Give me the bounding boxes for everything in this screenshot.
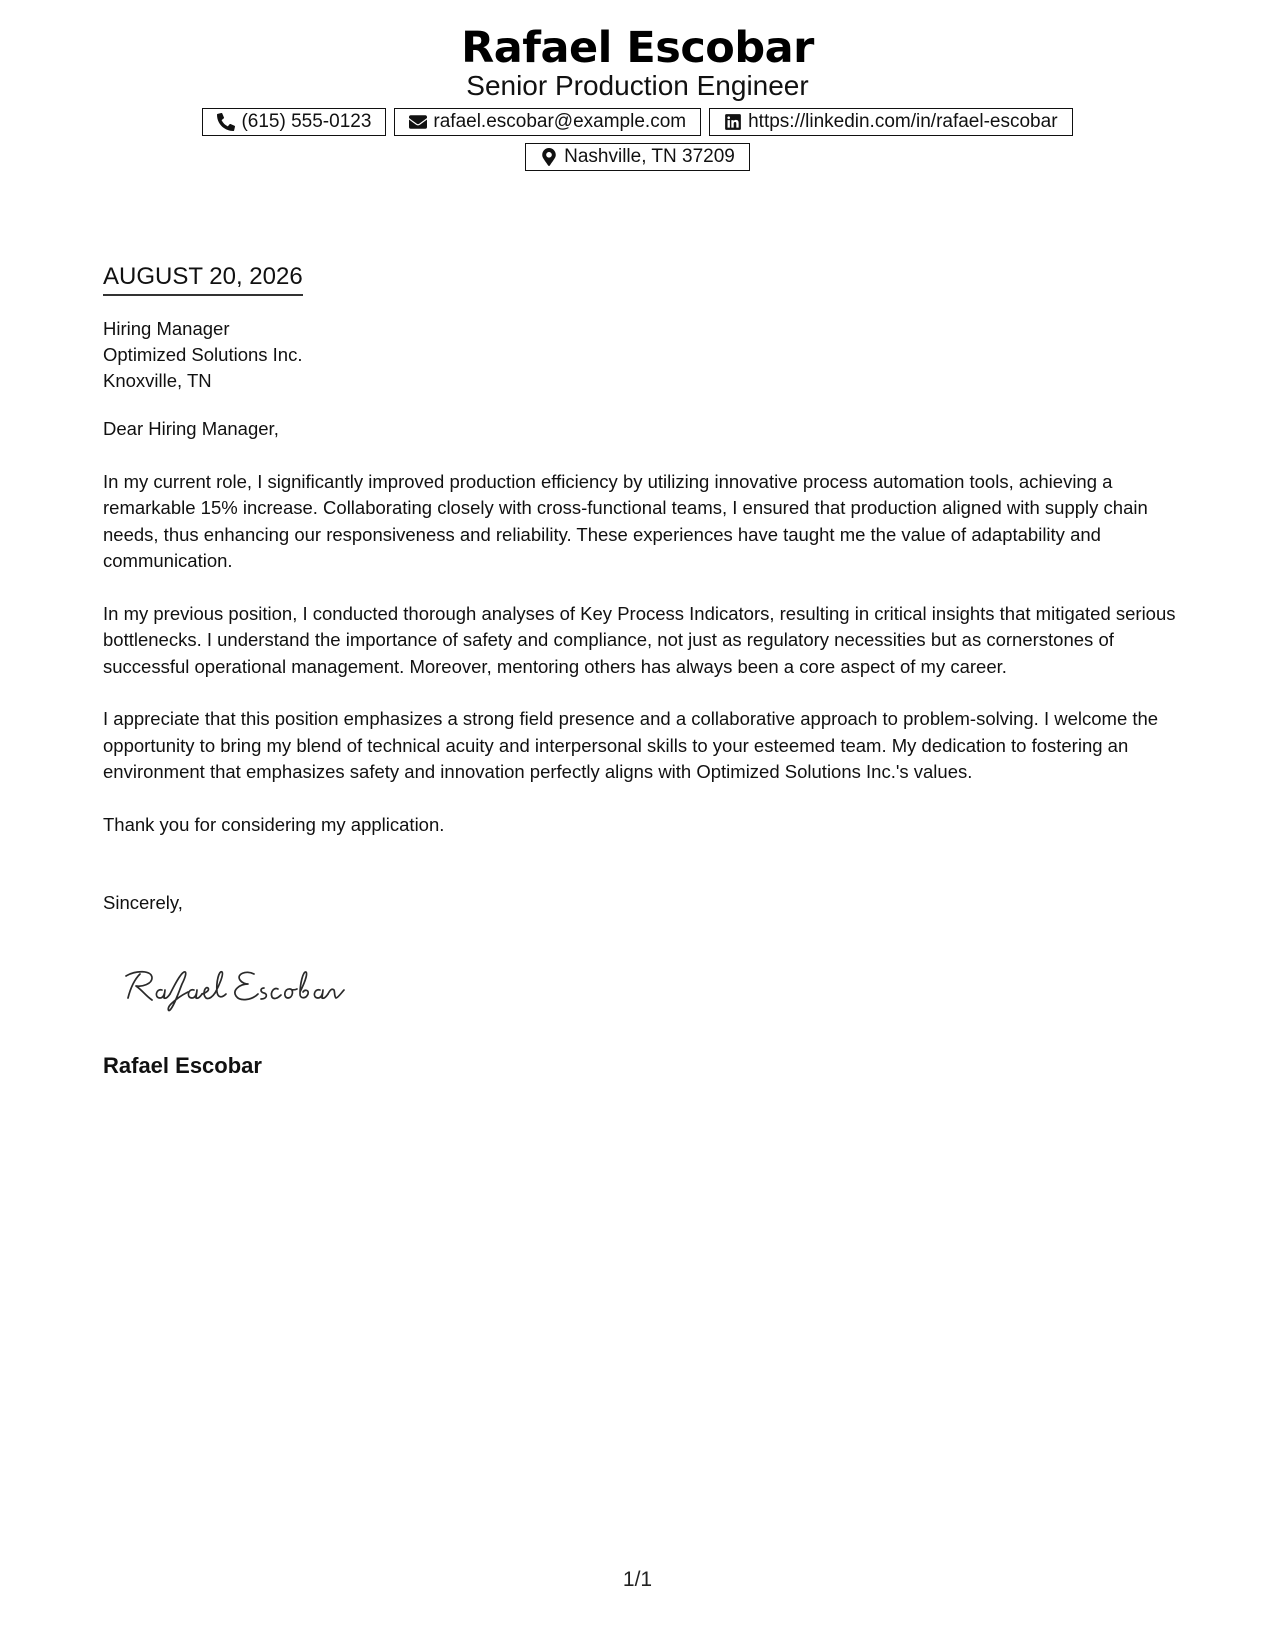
phone-chip (202, 108, 386, 136)
map-marker-icon (540, 148, 558, 166)
location-text: Nashville, TN 37209 (564, 146, 735, 167)
sender-title: Senior Production Engineer (466, 70, 809, 101)
body-paragraph: Thank you for considering my application. (103, 813, 445, 835)
letter-body (103, 262, 1178, 917)
phone-icon (217, 113, 235, 131)
linkedin-icon (724, 113, 742, 131)
email-chip[interactable] (394, 108, 701, 136)
letter-date: AUGUST 20, 2026 (103, 262, 303, 296)
recipient-name: Hiring Manager (103, 318, 230, 339)
handwritten-signature (118, 962, 358, 1014)
recipient-block (103, 316, 1178, 394)
phone-text: (615) 555-0123 (241, 111, 372, 132)
linkedin-text: https://linkedin.com/in/rafael-escobar (748, 111, 1058, 132)
body-paragraph: I appreciate that this position emphasizes a strong field presence and a collaborative approach to problem-solving. I welcome the opportunity to bring my blend of technical acuity and interpersonal skills to your esteemed team. My dedication to fostering an environment that emphasizes safety and innovation perfectly aligns with Optimized Solutions Inc.'s values. (103, 708, 1159, 782)
contact-row-location (0, 143, 1275, 171)
email-text: rafael.escobar@example.com (433, 111, 687, 132)
body-paragraph: In my current role, I significantly improved production efficiency by utilizing innovative process automation tools, achieving a remarkable 15% increase. Collaborating closely with cross-functional teams, I ensured that production aligned with supply chain needs, thus enhancing our responsiveness and reliability. These experiences have taught me the value of adaptability and communication. (103, 470, 1148, 571)
closing: Sincerely, (103, 892, 183, 913)
recipient-company: Optimized Solutions Inc. (103, 344, 303, 365)
contact-row (0, 108, 1275, 136)
envelope-icon (409, 113, 427, 131)
page-number: 1/1 (622, 1568, 653, 1591)
sender-name: Rafael Escobar (461, 23, 814, 73)
location-chip (525, 143, 750, 171)
body-paragraph: In my previous position, I conducted thorough analyses of Key Process Indicators, resulting in critical insights that mitigated serious bottlenecks. I understand the importance of safety and compliance, not just as regulatory necessities but as cornerstones of successful operational management. Moreover, mentoring others has always been a core aspect of my career. (103, 602, 1176, 677)
signer-name: Rafael Escobar (103, 1053, 262, 1078)
salutation: Dear Hiring Manager, (103, 418, 279, 439)
recipient-location: Knoxville, TN (103, 370, 212, 391)
linkedin-chip[interactable] (709, 108, 1072, 136)
letter-header (0, 20, 1275, 171)
